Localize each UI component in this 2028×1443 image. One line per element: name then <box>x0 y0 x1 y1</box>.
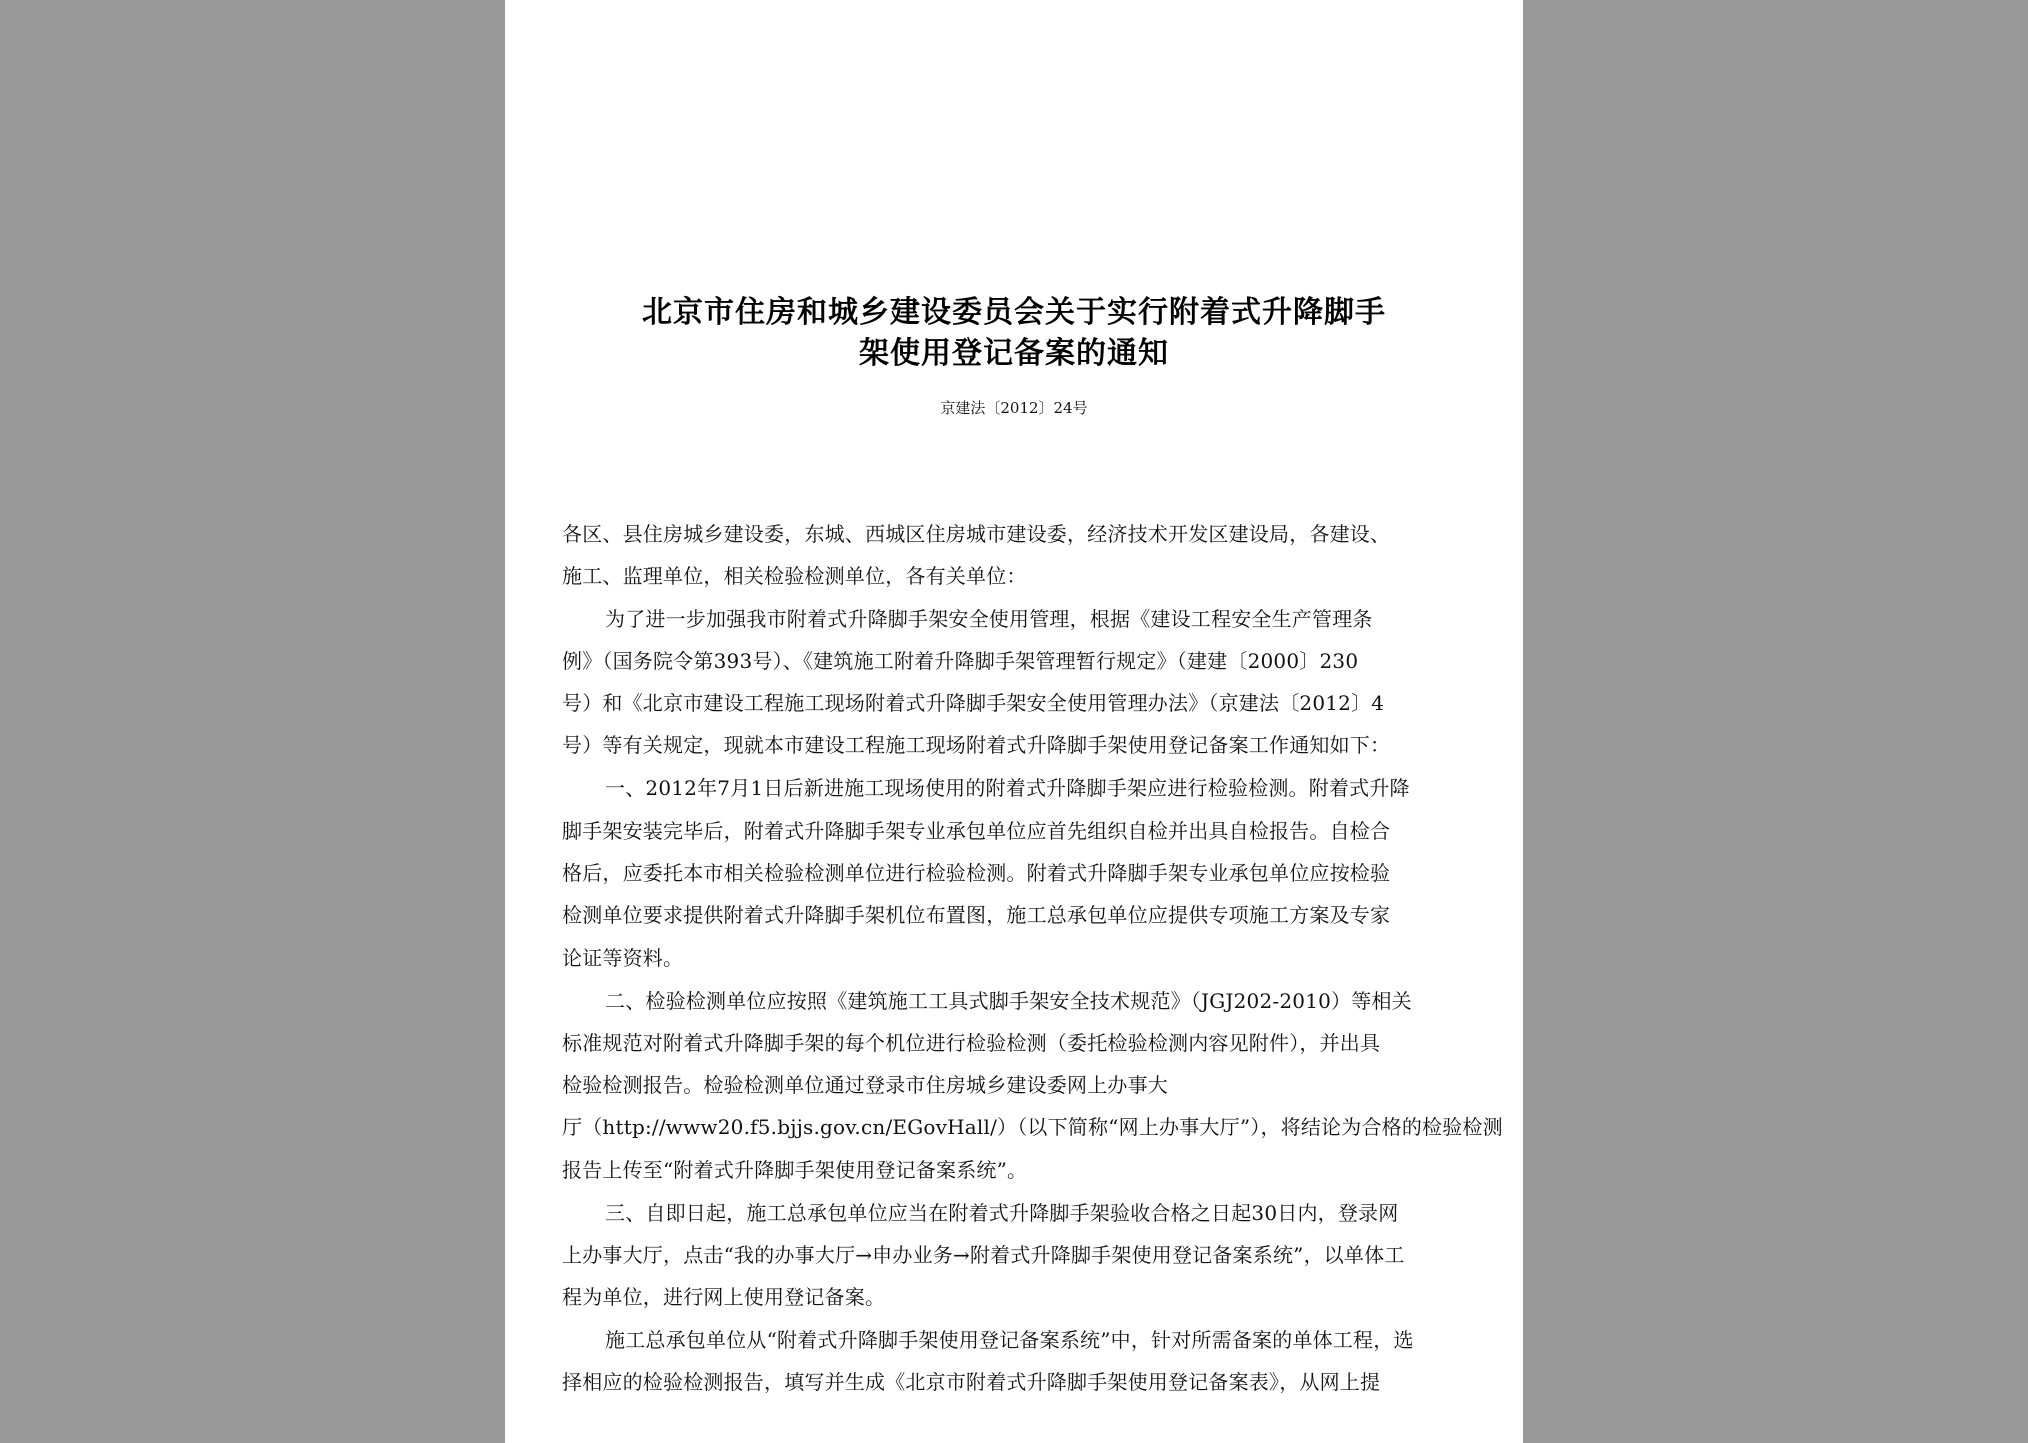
body-line-17: 三、自即日起，施工总承包单位应当在附着式升降脚手架验收合格之日起30日内，登录网 <box>605 1201 1399 1225</box>
document-page <box>505 0 1523 1443</box>
body-line-8: 脚手架安装完毕后，附着式升降脚手架专业承包单位应首先组织自检并出具自检报告。自检合 <box>562 819 1391 843</box>
body-line-19: 程为单位，进行网上使用登记备案。 <box>562 1285 886 1309</box>
body-line-14: 检验检测报告。检验检测单位通过登录市住房城乡建设委网上办事大 <box>562 1073 1168 1097</box>
addressee-line-1: 各区、县住房城乡建设委，东城、西城区住房城市建设委，经济技术开发区建设局，各建设、 <box>562 522 1391 546</box>
body-line-7: 一、2012年7月1日后新进施工现场使用的附着式升降脚手架应进行检验检测。附着式升降 <box>605 776 1410 800</box>
addressee-line-2: 施工、监理单位，相关检验检测单位，各有关单位： <box>562 564 1027 588</box>
body-line-5: 号）和《北京市建设工程施工现场附着式升降脚手架安全使用管理办法》（京建法〔2012〕4 <box>562 691 1385 715</box>
body-line-12: 二、检验检测单位应按照《建筑施工工具式脚手架安全技术规范》（JGJ202-2010）等相关 <box>605 989 1412 1013</box>
body-line-21: 择相应的检验检测报告，填写并生成《北京市附着式升降脚手架使用登记备案表》，从网上提 <box>562 1370 1381 1394</box>
body-line-9: 格后，应委托本市相关检验检测单位进行检验检测。附着式升降脚手架专业承包单位应按检验 <box>562 861 1391 885</box>
document-title-line-2: 架使用登记备案的通知 <box>859 336 1169 371</box>
body-line-11: 论证等资料。 <box>562 946 684 970</box>
body-line-18: 上办事大厅，点击“我的办事大厅→申办业务→附着式升降脚手架使用登记备案系统”，以单体工 <box>562 1243 1405 1267</box>
body-line-3: 为了进一步加强我市附着式升降脚手架安全使用管理，根据《建设工程安全生产管理条 <box>605 607 1373 631</box>
body-line-15: 厅（http://www20.f5.bjjs.gov.cn/EGovHall/）（以下简称“网上办事大厅”），将结论为合格的检验检测 <box>562 1115 1503 1139</box>
body-line-4: 例》（国务院令第393号）、《建筑施工附着升降脚手架管理暂行规定》（建建〔2000〕230 <box>562 649 1359 673</box>
body-line-16: 报告上传至“附着式升降脚手架使用登记备案系统”。 <box>562 1158 1028 1182</box>
body-line-13: 标准规范对附着式升降脚手架的每个机位进行检验检测（委托检验检测内容见附件），并出具 <box>562 1031 1381 1055</box>
body-line-20: 施工总承包单位从“附着式升降脚手架使用登记备案系统”中，针对所需备案的单体工程，选 <box>605 1328 1414 1352</box>
document-number: 京建法〔2012〕24号 <box>940 399 1088 417</box>
body-line-6: 号）等有关规定，现就本市建设工程施工现场附着式升降脚手架使用登记备案工作通知如下： <box>562 733 1391 757</box>
body-line-10: 检测单位要求提供附着式升降脚手架机位布置图，施工总承包单位应提供专项施工方案及专家 <box>562 903 1391 927</box>
document-title-line-1: 北京市住房和城乡建设委员会关于实行附着式升降脚手 <box>642 295 1386 330</box>
